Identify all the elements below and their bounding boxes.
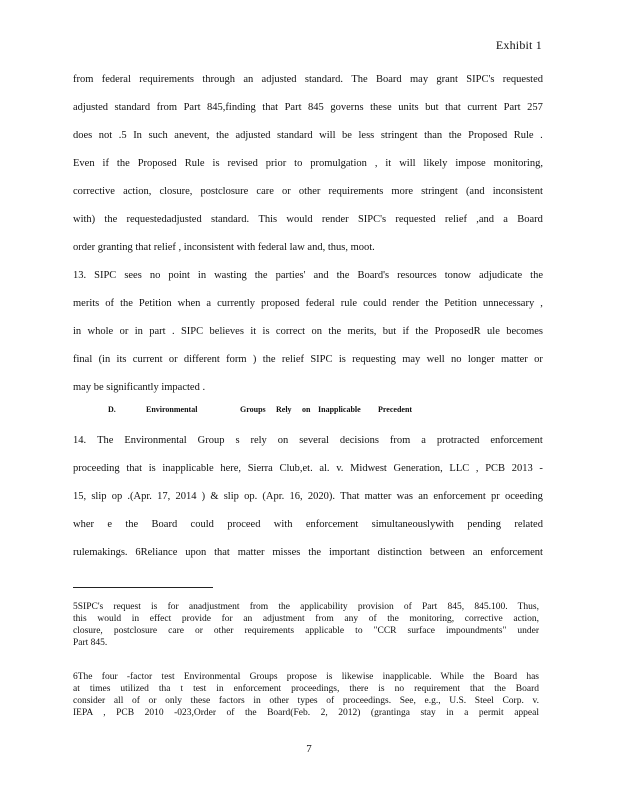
body-word: not [98,130,113,141]
body-word: could [363,298,387,309]
body-word: SIPC's [357,214,387,225]
body-line [73,185,543,199]
body-word: does [73,130,93,141]
body-word: is [262,326,270,337]
body-word: op. [244,491,258,502]
body-word: that [214,547,230,558]
body-line [73,546,543,560]
body-word: it [250,326,257,337]
body-word: such [148,130,168,141]
body-word: will [399,158,416,169]
body-word: PCB [485,463,506,474]
body-word: than [424,130,443,141]
body-word: in [73,326,82,337]
body-word: Part [183,102,201,113]
footnote-6-line: at times utilized tha t test in enforcement proceedings, there is no requirement that the Board [73,684,539,694]
body-word: the [125,519,139,530]
body-word: the [104,214,118,225]
body-word: on [311,326,322,337]
body-word: postclosure [200,186,249,197]
body-word: This [258,214,278,225]
body-word: related [514,519,543,530]
body-word: may [410,74,429,85]
heading-word: on [302,405,311,414]
body-word: the [336,270,350,281]
body-word: Even [73,158,95,169]
body-word: merits, [347,326,377,337]
body-word: if [102,158,109,169]
body-word: . [171,326,175,337]
footnote-5-line: closure, postclosure care or other requirements applicable to "CCR surface impoundments" under [73,626,539,636]
body-word: care [256,186,274,197]
body-word: is [148,463,156,474]
body-word: al. [319,463,330,474]
body-word: Board [376,74,402,85]
body-word: SIPC's [466,74,495,85]
body-word: Club,et. [279,463,313,474]
body-word: or [168,354,178,365]
body-word: from [73,74,94,85]
body-word: in [134,326,143,337]
body-word: ) [252,354,257,365]
footnote-6-line: consider all of or only these factors in other types of proceedings. See, e.g., U.S. Steel Corp. v. [73,696,539,706]
body-word: 16, [289,491,303,502]
body-word: be [342,130,352,141]
body-word: Generation, [393,463,443,474]
body-word: That [340,491,360,502]
heading-word: Precedent [378,405,413,414]
body-word: misses [272,547,301,558]
body-word: render [321,214,349,225]
body-word: the [216,130,229,141]
body-word: promulgation [310,158,367,169]
body-word: part [149,326,166,337]
body-word: 6Reliance [135,547,178,558]
body-word: the [120,298,133,309]
body-word: revised [227,158,258,169]
body-word: inapplicable [162,463,214,474]
body-word: Group [197,435,225,446]
body-word: Rule [184,158,205,169]
body-line: order granting that relief , inconsistent with federal law and, thus, moot. [73,242,375,253]
body-word: rule [340,298,358,309]
body-word: the [308,547,322,558]
body-line: may be significantly impacted . [73,382,206,393]
body-word: - [539,463,543,474]
heading-word: Rely [276,405,292,414]
body-word: a [421,435,426,446]
body-word: the [530,270,543,281]
body-word: requested [502,74,543,85]
body-word: the [262,354,276,365]
body-word: standard. [304,74,344,85]
body-word: federal [101,74,131,85]
heading-word: D. [108,405,116,414]
body-word: requirements [328,186,384,197]
body-word: slip [223,491,239,502]
body-word: distinction [377,547,422,558]
body-word: Part [284,102,302,113]
body-word: decisions [339,435,379,446]
heading-word: Environmental [146,405,198,414]
body-line [73,434,543,448]
body-word: wasting [214,270,247,281]
body-word: the [425,298,439,309]
body-line [73,101,543,115]
body-word: a [503,214,508,225]
body-word: a [206,298,212,309]
body-word: sees [124,270,142,281]
body-word: the [328,326,342,337]
body-word: proposed [261,298,300,309]
body-word: important [328,547,370,558]
body-word: (in [98,354,111,365]
body-word: believes [209,326,244,337]
body-word: when [177,298,201,309]
body-word: enforcement [490,547,543,558]
footnote-5-line: Part 845. [73,638,108,648]
body-word: different [183,354,220,365]
body-word: 2020). [307,491,335,502]
heading-word: Groups [240,405,266,414]
body-word: Midwest [350,463,387,474]
body-word: Proposed [468,130,508,141]
body-word: ) [201,491,206,502]
body-word: through [202,74,235,85]
body-word: slip [91,491,107,502]
body-word: matter [500,354,528,365]
body-word: upon [185,547,207,558]
body-word: LLC [449,463,470,474]
body-word: enforcement [305,519,359,530]
body-word: standard. [210,214,250,225]
body-word: governs [330,102,364,113]
body-word: proceed [227,519,261,530]
body-word: Board [151,519,178,530]
body-word: matter [364,491,392,502]
body-word: here, [220,463,242,474]
body-word: , [374,158,378,169]
body-word: the [415,326,429,337]
body-word: ,and [476,214,495,225]
body-word: relief [281,354,305,365]
body-word: anevent, [174,130,210,141]
footnote-6-line: IEPA , PCB 2010 -023,Order of the Board(Feb. 2, 2012) (grantinga stay in a permit appeal [73,708,539,718]
body-word: is [338,354,346,365]
body-word: corrective [73,186,115,197]
body-word: standard [114,102,151,113]
body-word: with) [73,214,96,225]
body-word: Board's [357,270,390,281]
body-word: Sierra [247,463,273,474]
body-word: .5 [118,130,127,141]
body-word: requestedadjusted [126,214,202,225]
body-line [73,73,543,87]
body-word: more [391,186,413,197]
body-word: ule [487,326,500,337]
body-word: protracted [436,435,480,446]
body-word: rulemakings. [73,547,128,558]
body-word: that [262,102,279,113]
body-word: SIPC [180,326,204,337]
body-line [73,157,543,171]
body-word: matter [237,547,265,558]
body-word: proceeding [73,463,120,474]
footnote-5-line: this would in effect provide for an adjustment from any of the monitoring, corrective action, [73,614,539,624]
body-word: longer [467,354,495,365]
body-word: will [319,130,336,141]
body-word: SIPC [310,354,333,365]
footnote-5-line: 5SIPC's request is for anadjustment from the applicability provision of Part 845, 845.100. Thus, [73,602,539,612]
body-word: 2013 [511,463,533,474]
body-word: Board [517,214,543,225]
body-word: the [448,130,462,141]
body-word: but [382,326,397,337]
section-heading [108,405,412,414]
body-word: 15, [73,491,87,502]
body-word: grant [436,74,458,85]
body-word: is [212,158,220,169]
body-word: resources [397,270,437,281]
body-word: from [156,102,178,113]
body-word: becomes [506,326,543,337]
body-word: Petition [138,298,172,309]
body-word: Proposed [137,158,177,169]
body-line [73,297,543,311]
body-word: e [107,519,113,530]
body-word: was [396,491,413,502]
body-word: & [210,491,219,502]
body-word: merits [73,298,100,309]
body-word: 257 [527,102,543,113]
body-word: stringent [421,186,458,197]
body-word: standard [277,130,313,141]
body-line [73,490,543,504]
body-word: The [97,435,114,446]
body-word: adjusted [73,102,108,113]
body-word: render [392,298,420,309]
body-word: relief [444,214,467,225]
body-word: or [534,354,543,365]
body-word: s [235,435,240,446]
body-word: current [132,354,163,365]
body-word: closure, [159,186,193,197]
body-word: (and [465,186,485,197]
body-word: adjusted [235,130,271,141]
body-word: . [540,130,543,141]
body-line [73,129,543,143]
body-word: well [426,354,445,365]
body-line [73,325,543,339]
body-word: or [119,326,129,337]
body-word: in [197,270,207,281]
body-word: 2014 [175,491,197,502]
body-word: an [243,74,254,85]
body-word: requirements [139,74,195,85]
body-word: stringent [380,130,418,141]
body-word: and [313,270,329,281]
body-word: if [402,326,409,337]
body-word: units [398,102,419,113]
body-word: pending [467,519,502,530]
body-word: parties' [275,270,306,281]
body-word: but [425,102,439,113]
body-word: enforcement [433,491,486,502]
body-word: from [389,435,411,446]
body-word: on [277,435,289,446]
body-line [73,213,543,227]
body-word: federal [305,298,335,309]
body-word: rely [250,435,267,446]
body-word: these [370,102,392,113]
body-word: oceeding [504,491,543,502]
body-word: adjudicate [479,270,523,281]
body-word: point [168,270,190,281]
body-word: action, [123,186,152,197]
body-word: v. [336,463,344,474]
body-word: 845,finding [207,102,256,113]
body-word: tonow [444,270,472,281]
body-word: no [149,270,161,281]
body-word: Petition [444,298,477,309]
body-word: Part [503,102,521,113]
body-word: ProposedR [434,326,481,337]
body-word: op [111,491,123,502]
body-word: wher [73,519,94,530]
body-line [73,462,543,476]
body-word: simultaneouslywith [371,519,454,530]
body-word: requested [395,214,436,225]
body-word: form [226,354,247,365]
body-word: whole [87,326,114,337]
body-line [73,269,543,283]
body-word: that [126,463,143,474]
body-word: several [299,435,329,446]
body-word: 14. [73,435,87,446]
body-word: enforcement [490,435,543,446]
body-word: no [451,354,462,365]
body-word: (Apr. [262,491,285,502]
body-word: Rule [513,130,534,141]
body-word: an [418,491,429,502]
body-word: unnecessary [482,298,535,309]
body-word: or [282,186,291,197]
exhibit-header: Exhibit 1 [495,38,542,52]
body-word: between [429,547,465,558]
heading-word: Inapplicable [318,405,361,414]
body-word: may [402,354,421,365]
body-word: current [467,102,498,113]
body-word: 13. [73,270,87,281]
body-word: requesting [352,354,396,365]
body-word: less [358,130,375,141]
body-word: impose [455,158,486,169]
body-word: its [116,354,127,365]
footnote-6-line: 6The four -factor test Environmental Groups propose is likewise inapplicable. While the Board has [73,672,539,682]
body-word: correct [275,326,306,337]
footnote-divider [73,587,213,588]
body-word: The [351,74,368,85]
body-word: currently [217,298,256,309]
body-word: that [445,102,461,113]
body-word: could [190,519,214,530]
body-word: , [475,463,479,474]
body-word: Environmental [124,435,187,446]
body-word: inconsistent [492,186,543,197]
body-word: of [105,298,115,309]
body-word: with [273,519,293,530]
body-word: adjusted [261,74,297,85]
body-word: the [254,270,268,281]
body-line [73,518,543,532]
body-word: .(Apr. [127,491,152,502]
body-word: likely [423,158,448,169]
page-number: 7 [306,743,312,755]
body-word: other [298,186,321,197]
body-word: monitoring, [493,158,543,169]
body-word: SIPC [94,270,117,281]
body-word: would [286,214,313,225]
body-word: to [294,158,303,169]
body-word: an [472,547,483,558]
body-word: the [116,158,130,169]
body-word: , [540,298,543,309]
body-word: In [133,130,142,141]
body-word: prior [265,158,287,169]
body-word: it [385,158,392,169]
body-word: final [73,354,93,365]
body-word: pr [491,491,500,502]
body-line [73,353,543,367]
body-word: 845 [308,102,324,113]
body-word: 17, [157,491,171,502]
